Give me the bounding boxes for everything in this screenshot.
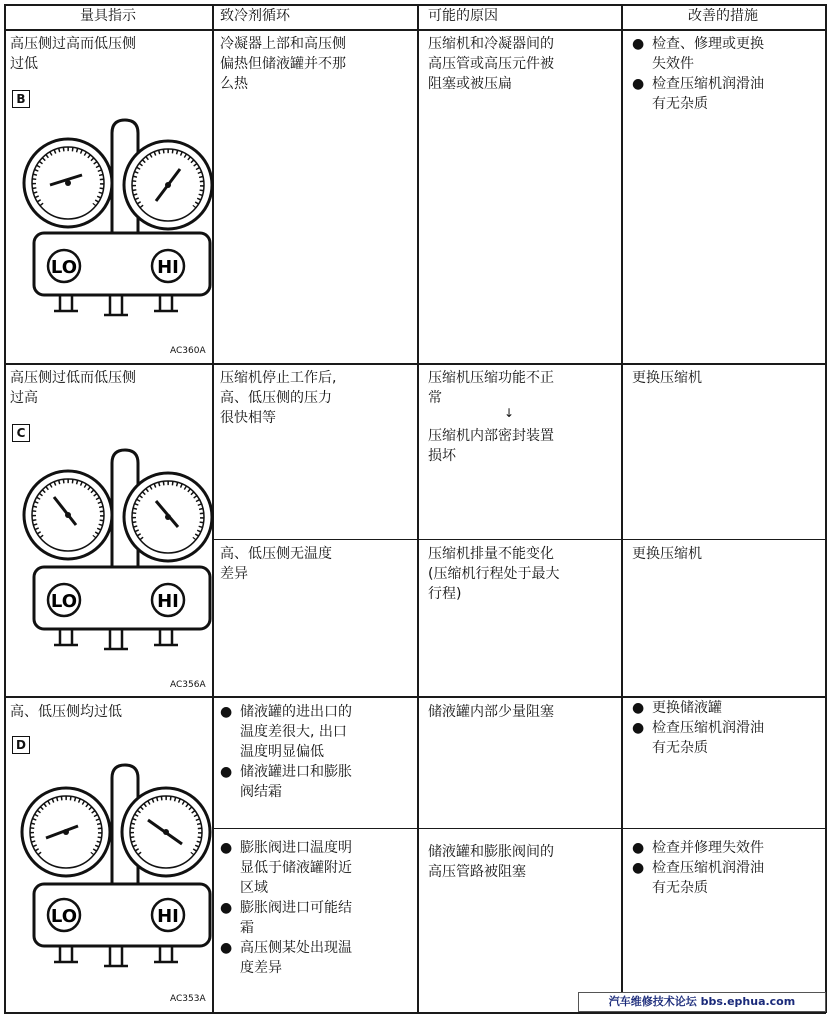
table-border-right xyxy=(825,4,827,1013)
row-d-measure-1a: ● 更换储液罐 xyxy=(632,700,722,716)
bullet-icon: ● xyxy=(632,76,645,92)
row-b-badge: B xyxy=(12,90,30,108)
col-divider-3 xyxy=(621,4,623,1013)
hi-label: HI xyxy=(157,906,179,927)
col-divider-2 xyxy=(417,4,419,1013)
row-d-indication: 高、低压侧均过低 xyxy=(10,704,122,720)
row-c-cause-2: 压缩机排量不能变化 (压缩机行程处于最大 行程) xyxy=(428,546,560,602)
row-d-cycle-1b: ● 储液罐进口和膨胀 阀结霜 xyxy=(220,764,352,800)
row-d-cycle-2c: ● 高压侧某处出现温 度差异 xyxy=(220,940,352,976)
row-b-figure-code: AC360A xyxy=(170,346,206,356)
row-b-cycle: 冷凝器上部和高压侧 偏热但储液罐并不那 么热 xyxy=(220,36,346,92)
row-c-cause-1b: 压缩机内部密封装置 损坏 xyxy=(428,428,554,464)
bullet-icon: ● xyxy=(632,36,645,52)
row-b-indication: 高压侧过高而低压侧 过低 xyxy=(10,36,136,72)
row-c-measure-2: 更换压缩机 xyxy=(632,546,702,562)
lo-label: LO xyxy=(50,906,78,927)
row-c-cause-1a: 压缩机压缩功能不正 常 xyxy=(428,370,554,406)
row-d-badge: D xyxy=(12,736,30,754)
header-possible-cause: 可能的原因 xyxy=(428,8,498,24)
row-d-measure-1b: ● 检查压缩机润滑油 有无杂质 xyxy=(632,720,764,756)
hi-label: HI xyxy=(157,591,179,612)
row-c-measure-1: 更换压缩机 xyxy=(632,370,702,386)
bullet-icon: ● xyxy=(220,900,233,916)
bullet-icon: ● xyxy=(220,764,233,780)
row-divider-1 xyxy=(4,363,826,365)
row-c-indication: 高压侧过低而低压侧 过高 xyxy=(10,370,136,406)
table-border-left xyxy=(4,4,6,1013)
row-b-cause: 压缩机和冷凝器间的 高压管或高压元件被 阻塞或被压扁 xyxy=(428,36,554,92)
row-d-measure-2a: ● 检查并修理失效件 xyxy=(632,840,764,856)
manifold-gauge-b xyxy=(20,115,220,320)
row-c-cycle-1: 压缩机停止工作后, 高、低压侧的压力 很快相等 xyxy=(220,370,337,426)
row-c-cycle-2: 高、低压侧无温度 差异 xyxy=(220,546,332,582)
subrow-divider-d xyxy=(212,828,826,829)
bullet-icon: ● xyxy=(632,700,645,716)
header-gauge-indication: 量具指示 xyxy=(80,8,136,24)
bullet-icon: ● xyxy=(220,704,233,720)
row-b-measure-1: ● 检查、修理或更换 失效件 xyxy=(632,36,764,72)
bullet-icon: ● xyxy=(220,840,233,856)
bullet-icon: ● xyxy=(632,860,645,876)
table-border-bottom xyxy=(4,1012,826,1014)
down-arrow-icon: ↓ xyxy=(504,406,515,420)
row-d-cause-1: 储液罐内部少量阻塞 xyxy=(428,704,554,720)
header-refrigerant-cycle: 致冷剂循环 xyxy=(220,8,290,24)
subrow-divider-c xyxy=(212,539,826,540)
header-divider xyxy=(4,29,826,31)
bullet-icon: ● xyxy=(632,840,645,856)
forum-watermark: 汽车维修技术论坛 bbs.ephua.com xyxy=(578,992,826,1012)
hi-label: HI xyxy=(157,257,179,278)
row-d-cause-2: 储液罐和膨胀阀间的 高压管路被阻塞 xyxy=(428,844,554,880)
lo-label: LO xyxy=(50,591,78,612)
row-c-figure-code: AC356A xyxy=(170,680,206,690)
row-d-cycle-1a: ● 储液罐的进出口的 温度差很大, 出口 温度明显偏低 xyxy=(220,704,352,760)
row-d-cycle-2a: ● 膨胀阀进口温度明 显低于储液罐附近 区域 xyxy=(220,840,352,896)
bullet-icon: ● xyxy=(220,940,233,956)
bullet-icon: ● xyxy=(632,720,645,736)
manifold-gauge-c xyxy=(20,445,220,655)
manifold-gauge-d xyxy=(20,760,220,980)
lo-label: LO xyxy=(50,257,78,278)
header-measures: 改善的措施 xyxy=(688,8,758,24)
row-d-measure-2b: ● 检查压缩机润滑油 有无杂质 xyxy=(632,860,764,896)
row-b-measure-2: ● 检查压缩机润滑油 有无杂质 xyxy=(632,76,764,112)
row-d-figure-code: AC353A xyxy=(170,994,206,1004)
row-d-cycle-2b: ● 膨胀阀进口可能结 霜 xyxy=(220,900,352,936)
row-c-badge: C xyxy=(12,424,30,442)
